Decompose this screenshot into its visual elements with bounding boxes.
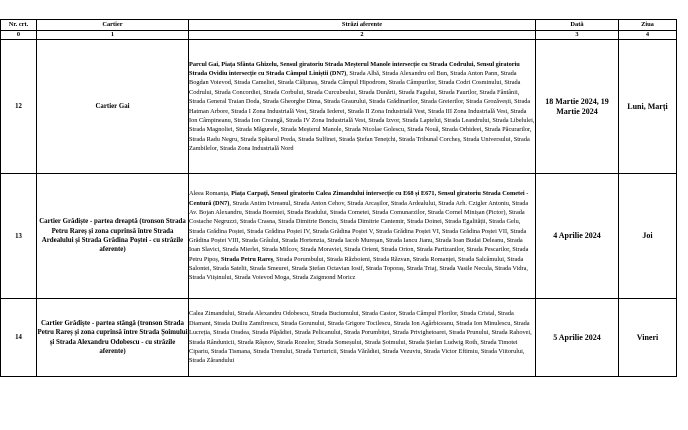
- row-number: 12: [1, 40, 37, 174]
- streets-cell: [189, 299, 536, 377]
- streets-cell: [189, 40, 536, 174]
- index-cell: 2: [189, 31, 536, 40]
- index-cell: 0: [1, 31, 37, 40]
- streets-cell: [189, 174, 536, 299]
- date-cell: 5 Aprilie 2024: [536, 299, 619, 377]
- day-cell: Luni, Marți: [619, 40, 677, 174]
- streets-highlight: Strada Petru Rareș: [221, 255, 274, 263]
- streets-list: , Strada Albă, Strada Alexandru cel Bun, Strada Anton Pann, Strada Bogdan Voievod, Strada Cameliei, Strada Călțunaș, Strada Câmpul Hipodrom, Strada Câmpurilor, Strada Codri Cosminului, Strada Codrului, Strada Concordiei, Strada Corbului, Strada Curcubeului, Strada Dunării, Strada Fagului, Strada Faurilor, Strada Fântânii, Strada General Traian Doda, Strada Gheorghe Dima, Strada Graurului, Strada Grădinarilor, Strada Greierilor, Strada Grozăvești, Strada Hatman Arbore, Strada I Zona Industrială Vest, Strada Iederei, Strada II Zona Industrială Vest, Strada III Zona Industrială Vest, Strada Ion Câmpineanu, Strada Ion Creangă, Strada IV Zona Industrială Vest, Strada Izvor, Strada Laptelui, Strada Leandrului, Strada Libelulei, Strada Magnoliei, Strada Măgurele, Strada Meșterul Manole, Strada Nicolae Golescu, Strada Nouă, Strada Orhideei, Strada Păcurarilor, Strada Radu Negru, Strada Spătarul Preda, Strada Sulfinei, Strada Ștefan Tenețchi, Strada Tribunal Corcheș, Strada Universului, Strada Zambilelor, Strada Zona Industrială Nord: [189, 70, 535, 152]
- streets-list: Calea Zimandului, Strada Alexandru Odobescu, Strada Buciumului, Strada Castor, Strada Câmpul Florilor, Strada Cristal, Strada Diamant, Strada Duiliu Zamfirescu, Strada Gorunului, Strada Grigore Tocilescu, Strada Ion Agârbiceanu, Strada Ion Minulescu, Strada Lucreția, Strada Oradea, Strada Păpădiei, Strada Pelicanului, Strada Porumbiței, Strada Privighetoarei, Strada Prunului, Strada Rahovei, Strada Rândunicii, Strada Râșnov, Strada Rozelor, Strada Someșului, Strada Șoimului, Strada Ștefan Ludwig Roth, Strada Timotei Cipariu, Strada Tismana, Strada Trenului, Strada Turturicii, Strada Vărădiei, Strada Vezuviu, Strada Victor Eftimiu, Strada Viitorului, Strada Zărandului: [189, 310, 532, 365]
- date-cell: 18 Martie 2024, 19 Martie 2024: [536, 40, 619, 174]
- neighborhood-name: Cartier Grădiște - partea stângă (tronson Strada Petru Rareș și zona cuprinsă între Strada Șoimului și Strada Alexandru Odobescu - cu străzile aferente): [37, 299, 189, 377]
- index-cell: 1: [37, 31, 189, 40]
- neighborhood-name: Cartier Gai: [37, 40, 189, 174]
- table-row: [1, 40, 677, 174]
- header-strazi: Străzi aferente: [189, 20, 536, 31]
- index-cell: 3: [536, 31, 619, 40]
- date-cell: 4 Aprilie 2024: [536, 174, 619, 299]
- table-row: [1, 174, 677, 299]
- index-row: [1, 31, 677, 40]
- streets-highlight: Parcul Gai, Piața Sfânta Ghizelu, Sensul giratoriu Strada Meșterul Manole intersecție cu Strada Codrului, Sensul giratoriu Strada Ovidiu intersecție cu Strada Câmpul Liniștii (DN7): [189, 60, 520, 78]
- day-cell: Vineri: [619, 299, 677, 377]
- index-cell: 4: [619, 31, 677, 40]
- table-row: [1, 299, 677, 377]
- neighborhood-name: Cartier Grădiște - partea dreaptă (tronson Strada Petru Rareș și zona cuprinsă între Strada Ardealului și Strada Grădina Poștei - cu străzile aferente): [37, 174, 189, 299]
- header-row: [1, 20, 677, 31]
- header-cartier: Cartier: [37, 20, 189, 31]
- streets-list: , Strada Porumbului, Strada Războieni, Strada Răzvan, Strada Romanței, Strada Salcâmului, Strada Salontei, Strada Satelit, Strada Smeurei, Strada Ștefan Octavian Iosif, Strada Toporaș, Strada Triaj, Strada Vasile Necula, Strada Vidra, Strada Viișinului, Strada Voievod Moga, Strada Zsigmond Moricz: [189, 255, 528, 282]
- day-cell: Joi: [619, 174, 677, 299]
- streets-highlight: Piața Carpați, Sensul giratoriu Calea Zimandului intersecție cu E68 și E671, Sensul giratoriu Strada Cometei - Centură (DN7): [189, 190, 529, 207]
- schedule-table: [0, 19, 677, 377]
- row-number: 14: [1, 299, 37, 377]
- row-number: 13: [1, 174, 37, 299]
- streets-list: , Strada Antim Ivireanul, Strada Anton Cehov, Strada Arcașilor, Strada Ardealului, Strada Arh. Czigler Antoniu, Strada Av. Bojan Alexandru, Strada Boemiei, Strada Bradului, Strada Cometei, Strada Comunarzilor, Strada Cornel Minișan (Pictor), Strada Costache Negruzzi, Strada Crasna, Strada Dimitrie Bonciu, Strada Dimitrie Cantemir, Strada Doinei, Strada Egalității, Strada Gelu, Strada Grădina Poștei, Strada Grădina Poștei IV, Strada Grădina Poștei V, Strada Grădina Poștei VI, Strada Grădina Poștei VII, Strada Grădina Poștei VIII, Strada Grâului, Strada Hortenzia, Strada Iacob Mureșan, Strada Iancu Jianu, Strada Ioan Budai Deleanu, Strada Ioan Slavici, Strada Mierlei, Strada Milcov, Strada Moraviei, Strada Orient, Strada Orion, Strada Partizanilor, Strada Pescarilor, Strada Petru Pipoș,: [189, 199, 529, 263]
- header-nr: Nr. crt.: [1, 20, 37, 31]
- streets-list: Aleea Romanța,: [189, 190, 232, 198]
- header-data: Dată: [536, 20, 619, 31]
- header-ziua: Ziua: [619, 20, 677, 31]
